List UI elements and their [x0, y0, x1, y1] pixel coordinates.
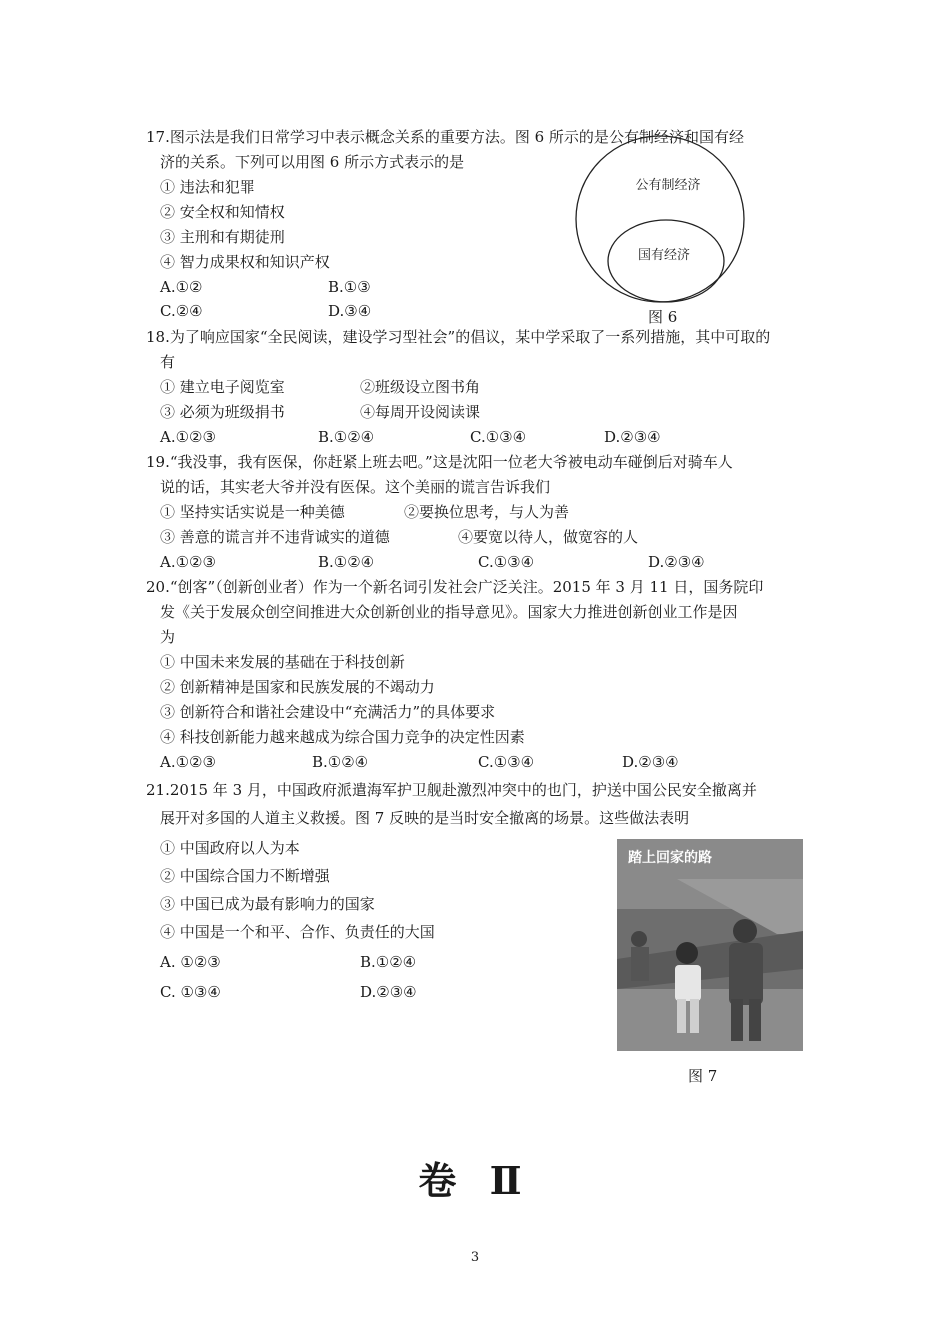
- q17-option-a: A.①②: [160, 278, 203, 296]
- q17-item-2: ② 安全权和知情权: [160, 203, 285, 221]
- q17-option-c: C.②④: [160, 302, 203, 320]
- q19-item-2: ②要换位思考，与人为善: [404, 503, 570, 521]
- q19-option-b: B.①②④: [318, 553, 375, 571]
- outer-circle-label: 公有制经济: [635, 178, 701, 193]
- q21-item-3: ③ 中国已成为最有影响力的国家: [160, 895, 375, 913]
- q21-option-b: B.①②④: [360, 953, 417, 971]
- q19-stem-line1: 19.“我没事，我有医保，你赶紧上班去吧。”这是沈阳一位老大爷被电动车碰倒后对骑车人: [146, 453, 733, 471]
- volume-title: 卷 Ⅱ: [418, 1158, 532, 1203]
- q20-option-d: D.②③④: [622, 753, 679, 771]
- q21-item-2: ② 中国综合国力不断增强: [160, 867, 330, 885]
- figure-6-venn-diagram: [572, 135, 752, 307]
- q19-stem-line2: 说的话，其实老大爷并没有医保。这个美丽的谎言告诉我们: [160, 478, 551, 496]
- photo-title: 踏上回家的路: [628, 850, 712, 866]
- q21-option-c: C. ①③④: [160, 983, 221, 1001]
- q18-option-c: C.①③④: [470, 428, 527, 446]
- q18-stem-line1: 18.为了响应国家“全民阅读，建设学习型社会”的倡议，某中学采取了一系列措施，其中可取的: [146, 328, 771, 346]
- q18-item-2: ②班级设立图书角: [360, 378, 481, 396]
- q20-item-2: ② 创新精神是国家和民族发展的不竭动力: [160, 678, 435, 696]
- q20-option-b: B.①②④: [312, 753, 369, 771]
- q19-option-a: A.①②③: [160, 553, 216, 571]
- q21-item-4: ④ 中国是一个和平、合作、负责任的大国: [160, 923, 435, 941]
- q20-stem-line2: 发《关于发展众创空间推进大众创新创业的指导意见》。国家大力推进创新创业工作是因: [160, 603, 738, 621]
- q17-option-d: D.③④: [328, 302, 372, 320]
- photo-illustration: [617, 839, 803, 1051]
- q21-stem-line1: 21.2015 年 3 月，中国政府派遣海军护卫舰赴激烈冲突中的也门，护送中国公民安全撤离并: [146, 781, 757, 799]
- q20-item-4: ④ 科技创新能力越来越成为综合国力竞争的决定性因素: [160, 728, 525, 746]
- q18-stem-line2: 有: [160, 353, 176, 371]
- q17-item-3: ③ 主刑和有期徒刑: [160, 228, 285, 246]
- q21-item-1: ① 中国政府以人为本: [160, 839, 300, 857]
- q18-item-4: ④每周开设阅读课: [360, 403, 481, 421]
- q17-item-1: ① 违法和犯罪: [160, 178, 255, 196]
- q18-item-3: ③ 必须为班级捐书: [160, 403, 285, 421]
- figure-6-caption: 图 6: [648, 308, 678, 326]
- q21-option-d: D.②③④: [360, 983, 417, 1001]
- q17-option-b: B.①③: [328, 278, 371, 296]
- q20-item-3: ③ 创新符合和谐社会建设中“充满活力”的具体要求: [160, 703, 496, 721]
- q20-item-1: ① 中国未来发展的基础在于科技创新: [160, 653, 405, 671]
- q21-option-a: A. ①②③: [160, 953, 221, 971]
- q20-stem-line3: 为: [160, 628, 176, 646]
- q17-stem-line1: 17.图示法是我们日常学习中表示概念关系的重要方法。图 6 所示的是公有制经济和国有经: [146, 128, 744, 146]
- q20-stem-line1: 20.“创客”（创新创业者）作为一个新名词引发社会广泛关注。2015 年 3 月 11 日，国务院印: [146, 578, 764, 596]
- q21-stem-line2: 展开对多国的人道主义救援。图 7 反映的是当时安全撤离的场景。这些做法表明: [160, 809, 690, 827]
- q18-option-b: B.①②④: [318, 428, 375, 446]
- inner-circle-label: 国有经济: [637, 248, 691, 263]
- page-number: 3: [470, 1250, 480, 1265]
- q18-item-1: ① 建立电子阅览室: [160, 378, 285, 396]
- q19-item-3: ③ 善意的谎言并不违背诚实的道德: [160, 528, 390, 546]
- q19-item-4: ④要宽以待人，做宽容的人: [458, 528, 639, 546]
- q18-option-d: D.②③④: [604, 428, 661, 446]
- figure-7-caption: 图 7: [688, 1067, 718, 1085]
- q17-stem-line2: 济的关系。下列可以用图 6 所示方式表示的是: [160, 153, 465, 171]
- q20-option-a: A.①②③: [160, 753, 216, 771]
- q17-item-4: ④ 智力成果权和知识产权: [160, 253, 330, 271]
- q19-option-c: C.①③④: [478, 553, 535, 571]
- figure-7-photo: [617, 839, 803, 1051]
- q18-option-a: A.①②③: [160, 428, 216, 446]
- q20-option-c: C.①③④: [478, 753, 535, 771]
- q19-item-1: ① 坚持实话实说是一种美德: [160, 503, 345, 521]
- q19-option-d: D.②③④: [648, 553, 705, 571]
